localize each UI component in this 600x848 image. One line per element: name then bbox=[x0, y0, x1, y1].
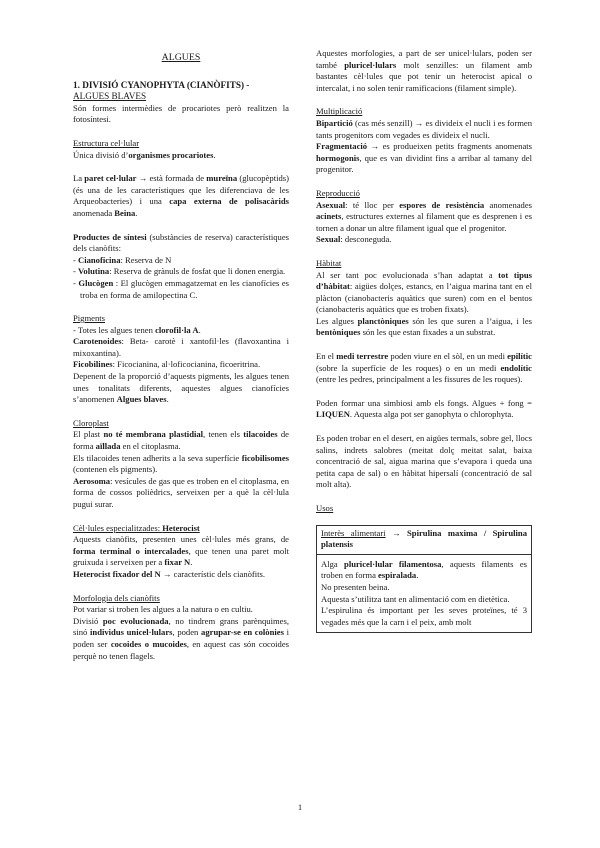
pigment-proportion-paragraph: Depenent de la proporció d’aquests pigments, les algues tenen unes tonalitats diferents, aquestes algues cianofícies s’anomenen Algues blaves. bbox=[73, 371, 289, 405]
habitat-paragraph-3: En el medi terrestre poden viure en el sòl, en un medi epilític (sobre la superfície de les roques) o en un medi endolític (entre les pedres, principalment a les fissures de les roques). bbox=[316, 351, 532, 385]
heterocyst-paragraph: Aquests cianòfits, presenten unes cèl·lules més grans, de forma terminal o intercalades, que tenen una paret molt gruixuda i serveixen per a fixar N. bbox=[73, 534, 289, 568]
left-column bbox=[73, 48, 289, 662]
habitat-paragraph-2: Les algues planctòniques són les que suren a l’aigua, i les bentòniques són les que estan fixades a un substrat. bbox=[316, 315, 532, 338]
synthesis-list bbox=[73, 255, 289, 301]
lichen-paragraph: Poden formar una simbiosi amb els fongs. Algues + fong = LIQUEN. Aquesta alga pot ser ganophyta o chlorophyta. bbox=[316, 397, 532, 420]
list-item: - Glucògen : El glucògen emmagatzemat en les cianofícies es troba en forma de amilopectina C. bbox=[73, 277, 289, 300]
reproduction-heading: Reproducció bbox=[316, 187, 360, 198]
chloroplast-heading: Cloroplast bbox=[73, 417, 109, 428]
aerosome-paragraph: Aerosoma: vesícules de gas que es troben en el citoplasma, en forma de cossos polièdrics, serveixen per a què la cèl·lula pugui surar. bbox=[73, 475, 289, 509]
spirulina-paragraph-2: No presenten beina. bbox=[321, 581, 390, 592]
spirulina-paragraph-1: Alga pluricel·lular filamentosa, aquests filaments es troben en forma espiralada. bbox=[321, 558, 528, 581]
chloroplast-paragraph-2: Els tilacoides tenen adherits a la seva superfície ficobilisomes (contenen els pigments). bbox=[73, 452, 289, 475]
extreme-habitat-paragraph: Es poden trobar en el desert, en aigües termals, sobre gel, llocs salins, indrets salobres (meitat dolç meitat salat, baixa concentració de sal, aigua marina que s’evapora i queda una petita capa de sal) o en hàbitat hipersalí (concentració de sal molt alta). bbox=[316, 433, 532, 490]
morphology-continued-paragraph: Aquestes morfologies, a part de ser unicel·lulars, poden ser també pluricel·lulars molt senzilles: un filament amb bastantes cèl·lules que pot tenir un heterocist apical o intercalat, i no solen tenir ramificacions (filament simple). bbox=[316, 48, 532, 93]
morphology-heading: Morfologia dels cianòfits bbox=[73, 592, 160, 603]
spirulina-box bbox=[316, 525, 532, 634]
sexual-paragraph: Sexual: desconeguda. bbox=[316, 234, 392, 245]
spirulina-box-heading: Interès alimentari → Spirulina maxima / Spirulina platensis bbox=[317, 526, 531, 555]
chloroplast-paragraph-1: El plast no té membrana plastidial, tenen els tilacoides de forma aïllada en el citoplasma. bbox=[73, 429, 289, 452]
fragmentation-paragraph: Fragmentació → es produeixen petits fragments anomenats hormogonis, que es van dividint fins a arribar al tamany del progenitor. bbox=[316, 141, 532, 175]
division-heading: 1. DIVISIÓ CYANOPHYTA (CIANÒFITS) - bbox=[73, 79, 250, 90]
morphology-paragraph-1: Pot variar si troben les algues a la natura o en cultiu. bbox=[73, 604, 253, 615]
spirulina-paragraph-3: Aquesta s’utilitza tant en alimentació com en dietètica. bbox=[321, 593, 510, 604]
pigments-heading: Pigments bbox=[73, 313, 105, 324]
special-cells-heading: Cèl·lules especialitzades: Heterocist bbox=[73, 522, 200, 533]
cell-structure-heading: Estructura cel·lular bbox=[73, 137, 140, 148]
habitat-heading: Hàbitat bbox=[316, 257, 342, 268]
uses-heading: Usos bbox=[316, 503, 334, 513]
document-title: ALGUES bbox=[161, 52, 201, 63]
phycobilins-paragraph: Ficobilines: Ficocianina, al·loficocianina, ficoeritrina. bbox=[73, 359, 261, 370]
right-column bbox=[316, 48, 532, 633]
carotenoids-paragraph: Carotenoides: Beta- carotè i xantofil·les (flavoxantina i mixoxantina). bbox=[73, 336, 289, 358]
division-subheading: ALGUES BLAVES bbox=[73, 91, 147, 102]
pigments-item: - Totes les algues tenen clorofil·la A. bbox=[73, 324, 201, 335]
cell-wall-paragraph: La paret cel·lular → està formada de mureïna (glucopèptids) (és una de les característiques que les diferenciava de les Arqueobacteries) i una capa externa de polisacàrids anomenada Beina. bbox=[73, 173, 289, 218]
spirulina-paragraph-4: L’espirulina és important per les seves proteïnes, té 3 vegades més que la carn i el peix, amb molt bbox=[321, 605, 527, 627]
intro-paragraph: Són formes intermèdies de procariotes però realitzen la fotosíntesi. bbox=[73, 102, 289, 125]
list-item: - Cianoficina: Reserva de N bbox=[73, 254, 172, 265]
habitat-paragraph-1: Al ser tant poc evolucionada s’han adaptat a tot tipus d’hàbitat: aigües dolçes, estancs, en l’aigua marina tant en el plàcton (cianobacteris aquàtics que suren) com en el bentos (cianobacteris aquàtics que es troben fixats). bbox=[316, 269, 532, 315]
synthesis-paragraph: Productes de síntesi (substàncies de reserva) característiques dels cianòfits: bbox=[73, 231, 289, 254]
cell-structure-paragraph: Única divisió d’organismes procariotes. bbox=[73, 149, 216, 160]
list-item: - Volutina: Reserva de grànuls de fosfat que li donen energia. bbox=[73, 266, 286, 277]
morphology-paragraph-2: Divisió poc evolucionada, no tindrem grans parènquimes, sinó individus unicel·lulars, poden agrupar-se en colònies i poden ser cocoides o mucoides, en aquest cas són cocoides perquè no tenen flagels. bbox=[73, 615, 290, 661]
asexual-paragraph: Asexual: té lloc per espores de resistència anomenades acinets, estructures externes al filament que es desprenen i es tornen a donar un altre filament igual que el progenitor. bbox=[316, 199, 533, 233]
multiplication-heading: Multiplicació bbox=[316, 106, 363, 117]
bipartition-paragraph: Bipartició (cas més senzill) → es divideix el nucli i es formen tants progenitors com vegades es divideix el nucli. bbox=[316, 117, 532, 140]
page-number: 1 bbox=[297, 802, 303, 812]
heterocyst-fixer-paragraph: Heterocist fixador del N → característic dels cianòfits. bbox=[73, 568, 266, 579]
